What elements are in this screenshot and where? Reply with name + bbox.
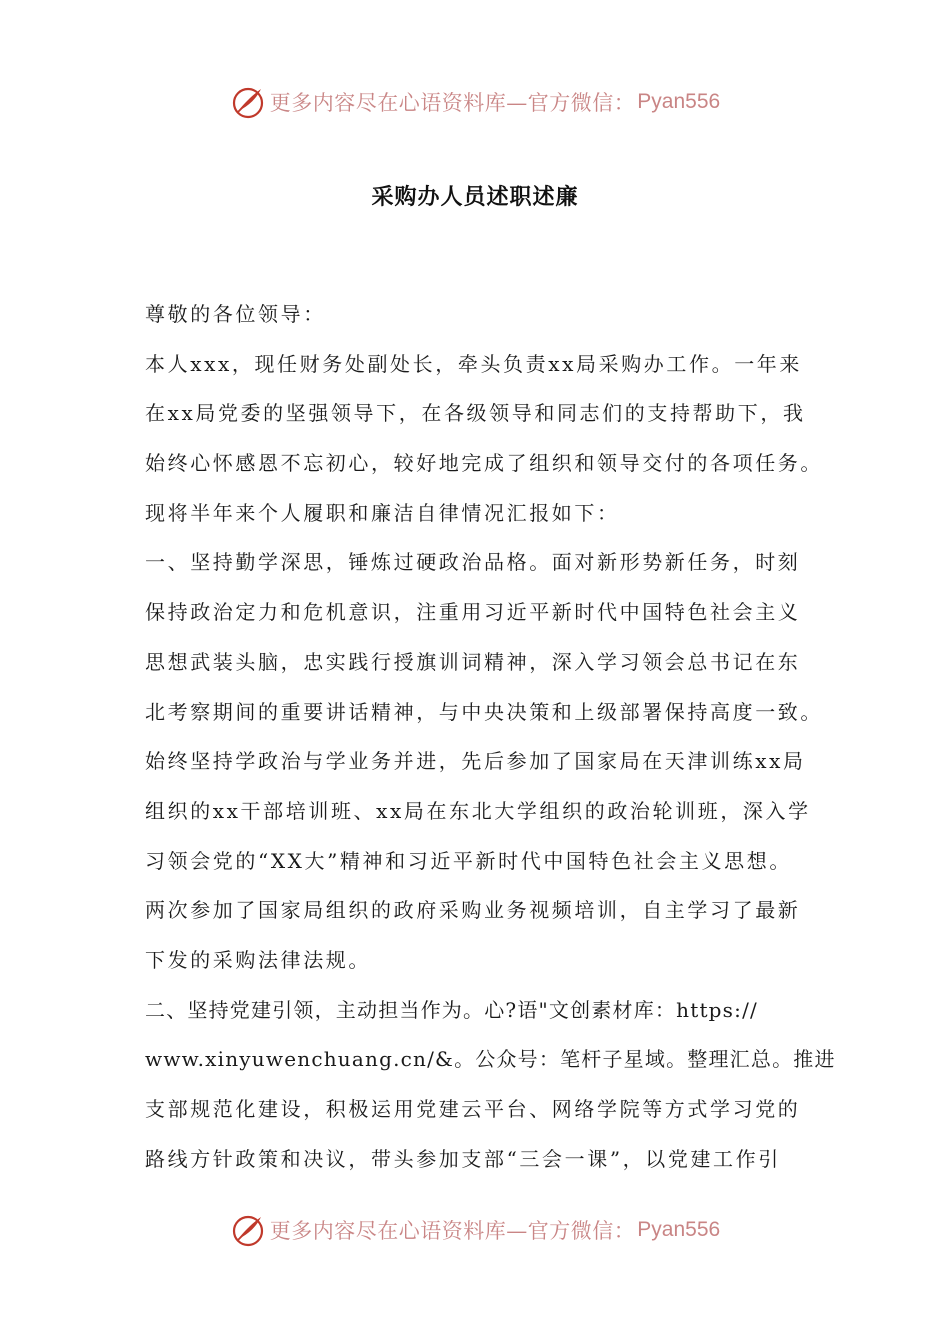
footer-wechat-id: Pyan556 <box>637 1218 721 1241</box>
document-title: 采购办人员述职述廉 <box>371 184 579 210</box>
body-line: 本人xxx，现任财务处副处长，牵头负责xx局采购办工作。一年来 <box>145 351 802 376</box>
body-line: 尊敬的各位领导： <box>145 302 326 326</box>
body-line: 组织的xx干部培训班、xx局在东北大学组织的政治轮训班，深入学 <box>145 798 811 823</box>
header-banner-text: 更多内容尽在心语资料库—官方微信： <box>269 91 636 115</box>
header-banner <box>0 80 950 124</box>
body-line: 路线方针政策和决议，带头参加支部“三会一课”，以党建工作引 <box>145 1146 781 1171</box>
header-wechat-id: Pyan556 <box>637 90 721 113</box>
body-line: 思想武装头脑，忠实践行授旗训词精神，深入学习领会总书记在东 <box>145 649 801 674</box>
quill-logo-icon <box>230 84 266 120</box>
body-line: 保持政治定力和危机意识，注重用习近平新时代中国特色社会主义 <box>145 600 801 625</box>
body-line: 两次参加了国家局组织的政府采购业务视频培训，自主学习了最新 <box>145 898 801 923</box>
body-line: www.xinyuwenchuang.cn/&。公众号：笔杆子星域。整理汇总。推进 <box>145 1047 836 1072</box>
document-body <box>145 298 836 1192</box>
body-line: 现将半年来个人履职和廉洁自律情况汇报如下： <box>145 500 620 525</box>
body-line: 始终心怀感恩不忘初心，较好地完成了组织和领导交付的各项任务。 <box>145 451 823 476</box>
body-line: 始终坚持学政治与学业务并进，先后参加了国家局在天津训练xx局 <box>145 749 806 774</box>
footer-banner <box>0 1208 950 1252</box>
body-line: 下发的采购法律法规。 <box>145 947 371 972</box>
quill-logo-icon <box>230 1212 266 1248</box>
body-line: 二、坚持党建引领，主动担当作为。心?语"文创素材库：https:// <box>145 997 758 1022</box>
body-line: 北考察期间的重要讲话精神，与中央决策和上级部署保持高度一致。 <box>145 699 823 724</box>
body-line: 习领会党的“XX大”精神和习近平新时代中国特色社会主义思想。 <box>145 848 792 873</box>
body-line: 支部规范化建设，积极运用党建云平台、网络学院等方式学习党的 <box>145 1097 801 1121</box>
footer-banner-text: 更多内容尽在心语资料库—官方微信： <box>269 1219 636 1243</box>
body-line: 一、坚持勤学深思，锤炼过硬政治品格。面对新形势新任务，时刻 <box>145 550 801 575</box>
body-line: 在xx局党委的坚强领导下，在各级领导和同志们的支持帮助下，我 <box>145 401 806 426</box>
